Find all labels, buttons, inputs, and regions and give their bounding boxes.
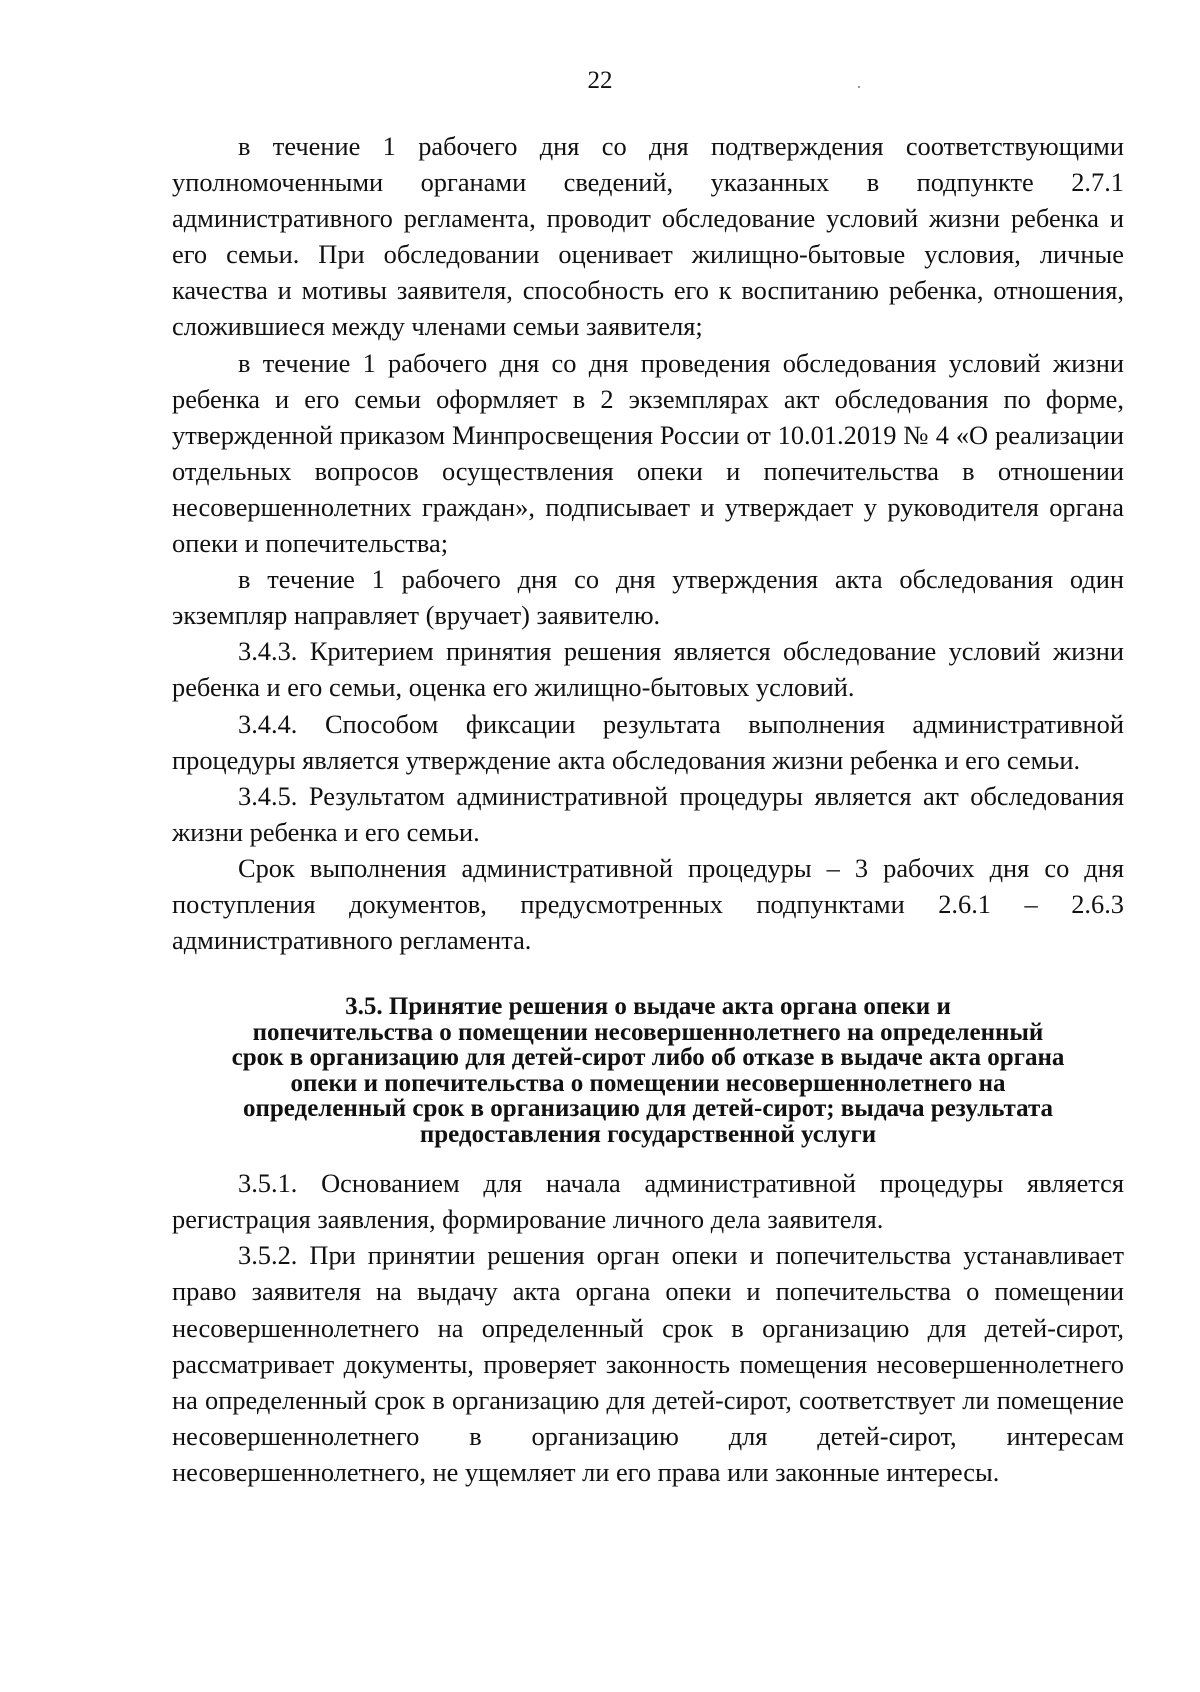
- paragraph-3-5-1: 3.5.1. Основанием для начала административной процедуры является регистрация заявления, формирование личного дела заявителя.: [172, 1168, 1124, 1235]
- paragraph-3-4-4: 3.4.4. Способом фиксации результата выполнения административной процедуры является утверждение акта обследования жизни ребенка и его семьи.: [172, 708, 1124, 775]
- section-heading-line: определенный срок в организацию для детей-сирот; выдача результата: [242, 1095, 1054, 1123]
- page-number: 22: [587, 67, 613, 94]
- section-heading-line: срок в организацию для детей-сирот либо об отказе в выдаче акта органа: [231, 1044, 1065, 1072]
- document-body: [172, 128, 1124, 1490]
- section-heading-line: 3.5. Принятие решения о выдаче акта органа опеки и: [345, 993, 951, 1021]
- paragraph-act-delivery: в течение 1 рабочего дня со дня утверждения акта обследования один экземпляр направляет (вручает) заявителю.: [172, 564, 1124, 631]
- section-heading-line: предоставления государственной услуги: [419, 1120, 877, 1148]
- scan-speck: [858, 86, 860, 88]
- section-heading-line: попечительства о помещении несовершеннолетнего на определенный: [252, 1018, 1044, 1046]
- section-heading-3-5: [172, 994, 1124, 1147]
- paragraph-survey-act: в течение 1 рабочего дня со дня проведения обследования условий жизни ребенка и его семьи оформляет в 2 экземплярах акт обследования по форме, утвержденной приказом Минпросвещения России от 10.01.2019 № 4 «О реализации отдельных вопросов осуществления опеки и попечительства в отношении несовершеннолетних граждан», подписывает и утверждает у руководителя органа опеки и попечительства;: [172, 347, 1124, 559]
- section-heading-line: опеки и попечительства о помещении несовершеннолетнего на: [290, 1069, 1006, 1097]
- paragraph-procedure-term: Срок выполнения административной процедуры – 3 рабочих дня со дня поступления документов, предусмотренных подпунктами 2.6.1 – 2.6.3 административного регламента.: [172, 852, 1124, 956]
- paragraph-3-4-5: 3.4.5. Результатом административной процедуры является акт обследования жизни ребенка и его семьи.: [172, 780, 1124, 847]
- paragraph-3-4-3: 3.4.3. Критерием принятия решения является обследование условий жизни ребенка и его семьи, оценка его жилищно-бытовых условий.: [172, 636, 1124, 703]
- paragraph-survey-conditions: в течение 1 рабочего дня со дня подтверждения соответствующими уполномоченными органами сведений, указанных в подпункте 2.7.1 административного регламента, проводит обследование условий жизни ребенка и его семьи. При обследовании оценивает жилищно-бытовые условия, личные качества и мотивы заявителя, способность его к воспитанию ребенка, отношения, сложившиеся между членами семьи заявителя;: [172, 131, 1124, 342]
- paragraph-3-5-2: 3.5.2. При принятии решения орган опеки и попечительства устанавливает право заявителя на выдачу акта органа опеки и попечительства о помещении несовершеннолетнего на определенный срок в организацию для детей-сирот, рассматривает документы, проверяет законность помещения несовершеннолетнего на определенный срок в организацию для детей-сирот, соответствует ли помещение несовершеннолетнего в организацию для детей-сирот, интересам несовершеннолетнего, не ущемляет ли его права или законные интересы.: [172, 1240, 1124, 1487]
